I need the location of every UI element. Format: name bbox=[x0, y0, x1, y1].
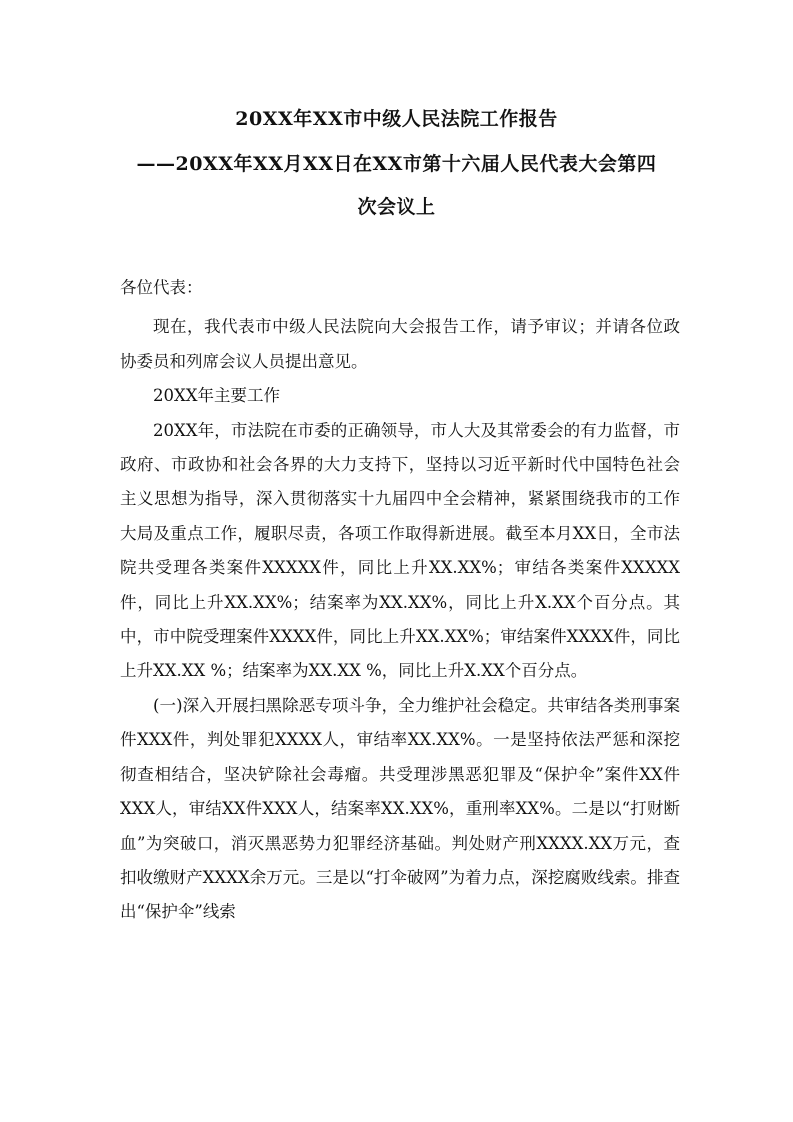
section-heading: 20XX年主要工作 bbox=[153, 386, 280, 406]
section-one-paragraph: (一)深入开展扫黑除恶专项斗争，全力维护社会稳定。共审结各类刑事案件XXX件，判处罪犯XXXX人，审结率XX.XX%。一是坚持依法严惩和深挖彻查相结合，坚决铲除社会毒瘤。共受理涉黑恶犯罪及“保护伞”案件XX件XXX人，审结XX件XXX人，结案率XX.XX%，重刑率XX%。二是以“打财断血”为突破口，消灭黑恶势力犯罪经济基础。判处财产刑XXXX.XX万元，查扣收缴财产XXXX余万元。三是以“打伞破网”为着力点，深挖腐败线索。排查出“保护伞”线索 bbox=[120, 695, 680, 922]
report-title: 20XX年XX市中级人民法院工作报告 bbox=[235, 108, 558, 130]
report-body bbox=[120, 271, 680, 930]
salutation: 各位代表： bbox=[120, 278, 203, 297]
summary-paragraph: 20XX年，市法院在市委的正确领导，市人大及其常委会的有力监督，市政府、市政协和社会各界的大力支持下，坚持以习近平新时代中国特色社会主义思想为指导，深入贯彻落实十九届四中全会精神，紧紧围绕我市的工作大局及重点工作，履职尽责，各项工作取得新进展。截至本月XX日，全市法院共受理各类案件XXXXX件，同比上升XX.XX%；审结各类案件XXXXX件，同比上升XX.XX%；结案率为XX.XX%，同比上升X.XX个百分点。其中，市中院受理案件XXXX件，同比上升XX.XX%；审结案件XXXX件，同比上升XX.XX %；结案率为XX.XX %，同比上升X.XX个百分点。 bbox=[120, 420, 680, 681]
report-subtitle-line-2: 次会议上 bbox=[357, 196, 436, 218]
report-subtitle-line-1: ——20XX年XX月XX日在XX市第十六届人民代表大会第四 bbox=[136, 153, 657, 175]
opening-paragraph: 现在，我代表市中级人民法院向大会报告工作，请予审议；并请各位政协委员和列席会议人员提出意见。 bbox=[120, 317, 680, 371]
